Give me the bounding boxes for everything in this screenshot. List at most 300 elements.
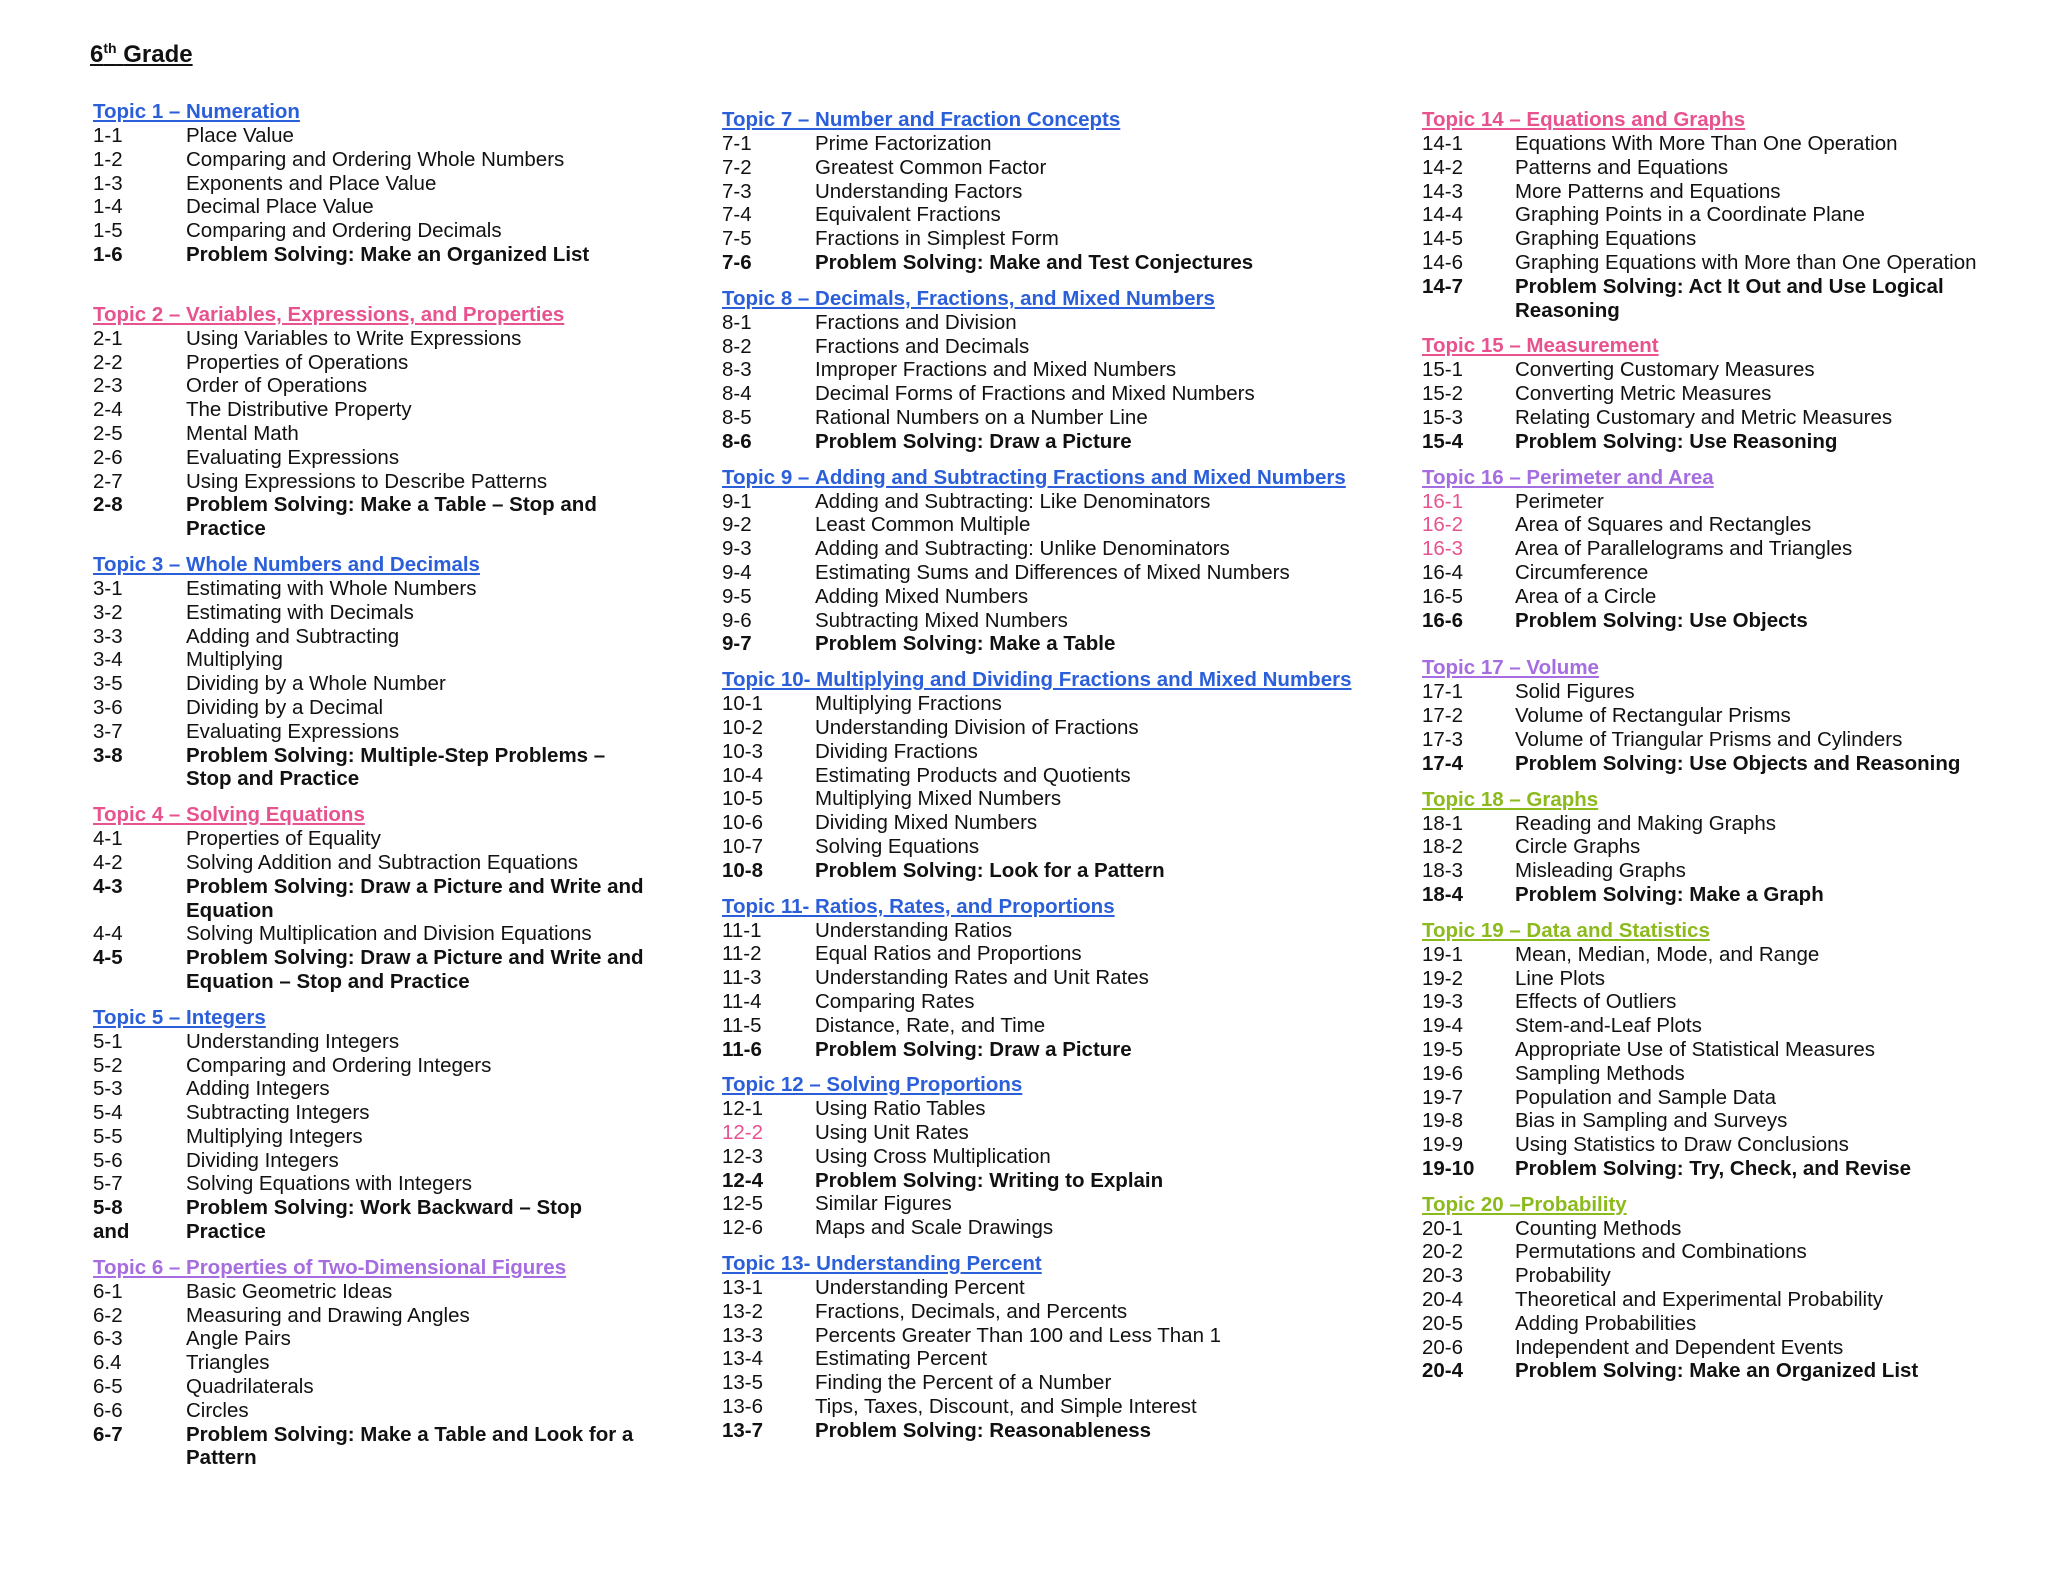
- lesson-number: 6-7: [93, 1422, 123, 1446]
- topic-heading[interactable]: [722, 466, 1382, 490]
- lesson-number: 13-7: [722, 1418, 764, 1442]
- lesson-title: Problem Solving: Act It Out and Use Logical Reasoning: [1515, 274, 1944, 322]
- lesson-number: 16-3: [1422, 537, 1464, 561]
- lesson-title: Circles: [186, 1398, 249, 1422]
- topic-heading-text: Topic 11- Ratios, Rates, and Proportions: [722, 894, 1115, 918]
- lesson-number: 10-5: [722, 787, 764, 811]
- lesson-number: 4-4: [93, 922, 123, 946]
- lesson-row: [722, 1121, 1382, 1145]
- lesson-row: [93, 195, 653, 219]
- lesson-title: Using Statistics to Draw Conclusions: [1515, 1133, 1849, 1157]
- lesson-title: Understanding Factors: [815, 179, 1023, 203]
- lesson-number: 5-1: [93, 1029, 123, 1053]
- lesson-row: [93, 1220, 653, 1244]
- lesson-row: [722, 1300, 1382, 1324]
- lesson-title: Decimal Forms of Fractions and Mixed Numbers: [815, 382, 1255, 406]
- lesson-row: [1422, 1062, 2022, 1086]
- lesson-row: [93, 922, 653, 946]
- lesson-title: Circle Graphs: [1515, 835, 1641, 859]
- lesson-number: 13-1: [722, 1276, 764, 1300]
- lesson-number: 19-2: [1422, 966, 1464, 990]
- lesson-row: [93, 374, 653, 398]
- topic-heading[interactable]: [1422, 1193, 2022, 1217]
- lesson-number: 11-3: [722, 966, 762, 990]
- lesson-title: Understanding Ratios: [815, 918, 1013, 942]
- lesson-row: [1422, 990, 2022, 1014]
- lesson-row: [93, 1399, 653, 1423]
- lesson-row: [722, 406, 1382, 430]
- topic-heading[interactable]: [722, 287, 1382, 311]
- lesson-row: [722, 1038, 1382, 1062]
- lesson-number: 18-2: [1422, 835, 1464, 859]
- topic-heading-text: Topic 16 – Perimeter and Area: [1422, 465, 1714, 489]
- lesson-number: 5-7: [93, 1172, 123, 1196]
- lesson-row: [1422, 1038, 2022, 1062]
- lesson-title: Fractions and Decimals: [815, 334, 1030, 358]
- topic-heading[interactable]: [93, 553, 653, 577]
- topic-heading[interactable]: [93, 1256, 653, 1280]
- lesson-row: [722, 430, 1382, 454]
- lesson-row: [1422, 1217, 2022, 1241]
- lesson-number: 12-4: [722, 1168, 764, 1192]
- lesson-row: [93, 1351, 653, 1375]
- lesson-title: Problem Solving: Use Objects and Reasoning: [1515, 751, 1961, 775]
- lesson-row: [1422, 1336, 2022, 1360]
- lesson-number: 11-5: [722, 1013, 762, 1037]
- lesson-number: 17-1: [1422, 680, 1464, 704]
- lesson-number: 1-3: [93, 171, 123, 195]
- lesson-number: 16-5: [1422, 584, 1464, 608]
- topic-heading-text: Topic 19 – Data and Statistics: [1422, 918, 1710, 942]
- lesson-number: 18-3: [1422, 859, 1464, 883]
- lesson-title: Practice: [186, 1220, 266, 1244]
- lesson-number: 3-3: [93, 624, 123, 648]
- lesson-row: [93, 1423, 653, 1471]
- lesson-row: [722, 311, 1382, 335]
- lesson-row: [1422, 680, 2022, 704]
- lesson-number: 14-5: [1422, 227, 1464, 251]
- lesson-row: [722, 513, 1382, 537]
- topic-section: [93, 1006, 653, 1244]
- topic-section: [93, 553, 653, 791]
- lesson-number: 7-3: [722, 179, 752, 203]
- lesson-number: 3-1: [93, 576, 123, 600]
- lesson-title: Greatest Common Factor: [815, 155, 1047, 179]
- lesson-title: Using Expressions to Describe Patterns: [186, 469, 548, 493]
- lesson-row: [1422, 406, 2022, 430]
- topic-heading[interactable]: [1422, 108, 2022, 132]
- lesson-row: [93, 1375, 653, 1399]
- topic-heading[interactable]: [1422, 656, 2022, 680]
- lesson-title: Volume of Rectangular Prisms: [1515, 704, 1791, 728]
- lesson-title: Order of Operations: [186, 374, 368, 398]
- lesson-number: 2-7: [93, 469, 123, 493]
- lesson-row: [1422, 835, 2022, 859]
- lesson-title: Triangles: [186, 1351, 270, 1375]
- lesson-row: [722, 1145, 1382, 1169]
- lesson-title: Reading and Making Graphs: [1515, 811, 1776, 835]
- lesson-number: 20-2: [1422, 1240, 1464, 1264]
- lesson-row: [1422, 358, 2022, 382]
- lesson-number: 8-1: [722, 310, 752, 334]
- lesson-number: 19-8: [1422, 1109, 1464, 1133]
- lesson-number: 8-3: [722, 358, 752, 382]
- lesson-title: Finding the Percent of a Number: [815, 1371, 1112, 1395]
- lesson-title: Problem Solving: Make an Organized List: [1515, 1359, 1919, 1383]
- topic-heading-text: Topic 6 – Properties of Two-Dimensional Figures: [93, 1255, 567, 1279]
- lesson-row: [1422, 537, 2022, 561]
- lesson-row: [93, 1172, 653, 1196]
- lesson-title: Problem Solving: Use Objects: [1515, 608, 1808, 632]
- lesson-number: 17-3: [1422, 727, 1464, 751]
- lesson-title: Adding Mixed Numbers: [815, 584, 1029, 608]
- lesson-title: Solving Equations: [815, 834, 980, 858]
- lesson-number: 2-4: [93, 398, 123, 422]
- topic-section: [1422, 1193, 2022, 1384]
- lesson-row: [93, 493, 653, 541]
- lesson-title: Circumference: [1515, 560, 1649, 584]
- lesson-title: Graphing Points in a Coordinate Plane: [1515, 203, 1865, 227]
- lesson-title: Adding and Subtracting: Unlike Denominators: [815, 537, 1230, 561]
- lesson-number: 5-4: [93, 1101, 123, 1125]
- lesson-number: 13-3: [722, 1323, 764, 1347]
- lesson-number: 14-6: [1422, 250, 1464, 274]
- lesson-number: 9-1: [722, 489, 752, 513]
- lesson-row: [722, 1395, 1382, 1419]
- lesson-row: [93, 1280, 653, 1304]
- topic-section: [1422, 788, 2022, 907]
- topic-heading-text: Topic 3 – Whole Numbers and Decimals: [93, 552, 480, 576]
- column-1: [93, 100, 653, 1482]
- lesson-number: 16-1: [1422, 489, 1464, 513]
- lesson-title: Dividing Mixed Numbers: [815, 811, 1038, 835]
- lesson-number: 13-4: [722, 1347, 764, 1371]
- topic-heading[interactable]: [1422, 788, 2022, 812]
- lesson-row: [722, 632, 1382, 656]
- lesson-row: [1422, 156, 2022, 180]
- topic-heading-text: Topic 17 – Volume: [1422, 656, 1599, 680]
- lesson-title: Equal Ratios and Proportions: [815, 942, 1082, 966]
- lesson-title: Dividing Fractions: [815, 739, 978, 763]
- lesson-number: 4-5: [93, 946, 123, 970]
- lesson-title: Problem Solving: Make and Test Conjectures: [815, 250, 1254, 274]
- topic-section: [722, 1073, 1382, 1240]
- lesson-title: Problem Solving: Writing to Explain: [815, 1168, 1164, 1192]
- topic-heading[interactable]: [1422, 466, 2022, 490]
- topic-heading[interactable]: [1422, 919, 2022, 943]
- lesson-number: 19-7: [1422, 1085, 1464, 1109]
- lesson-title: Evaluating Expressions: [186, 719, 400, 743]
- lesson-title: Rational Numbers on a Number Line: [815, 405, 1148, 429]
- lesson-row: [93, 219, 653, 243]
- lesson-number: and: [93, 1220, 130, 1244]
- lesson-number: 3-4: [93, 648, 123, 672]
- lesson-row: [93, 601, 653, 625]
- lesson-row: [722, 335, 1382, 359]
- lesson-row: [1422, 513, 2022, 537]
- lesson-title: Permutations and Combinations: [1515, 1240, 1807, 1264]
- lesson-row: [722, 585, 1382, 609]
- topic-section: [1422, 466, 2022, 633]
- topic-heading[interactable]: [722, 668, 1382, 692]
- lesson-row: [722, 358, 1382, 382]
- lesson-number: 11-4: [722, 989, 762, 1013]
- lesson-number: 14-1: [1422, 132, 1464, 155]
- lesson-number: 16-4: [1422, 560, 1464, 584]
- topic-heading[interactable]: [722, 1073, 1382, 1097]
- lesson-row: [93, 946, 653, 994]
- lesson-title: Problem Solving: Multiple-Step Problems – Stop and Practice: [186, 743, 606, 791]
- topic-section: [93, 303, 653, 541]
- lesson-title: Adding Probabilities: [1515, 1311, 1697, 1335]
- lesson-row: [93, 422, 653, 446]
- lesson-row: [1422, 728, 2022, 752]
- lesson-row: [1422, 883, 2022, 907]
- lesson-title: Properties of Operations: [186, 350, 409, 374]
- lesson-title: Probability: [1515, 1264, 1611, 1288]
- lesson-title: Sampling Methods: [1515, 1061, 1685, 1085]
- grade-word: Grade: [123, 41, 193, 68]
- lesson-row: [1422, 812, 2022, 836]
- lesson-row: [93, 577, 653, 601]
- lesson-row: [1422, 275, 2022, 323]
- topic-heading[interactable]: [93, 1006, 653, 1030]
- topic-heading[interactable]: [722, 1252, 1382, 1276]
- topic-section: [1422, 334, 2022, 453]
- lesson-title: Mental Math: [186, 421, 299, 445]
- lesson-row: [722, 180, 1382, 204]
- lesson-row: [722, 990, 1382, 1014]
- lesson-title: Measuring and Drawing Angles: [186, 1303, 470, 1327]
- lesson-title: Problem Solving: Make a Table – Stop and Practice: [186, 493, 597, 541]
- lesson-number: 20-4: [1422, 1288, 1464, 1312]
- lesson-title: Problem Solving: Make an Organized List: [186, 242, 590, 266]
- lesson-number: 8-6: [722, 429, 752, 453]
- lesson-number: 9-2: [722, 513, 752, 537]
- topic-heading-prefix: Topic 9 –: [722, 465, 816, 489]
- lesson-number: 12-3: [722, 1144, 764, 1168]
- lesson-title: Dividing Integers: [186, 1148, 339, 1172]
- lesson-number: 6-1: [93, 1279, 123, 1303]
- lesson-row: [1422, 585, 2022, 609]
- topic-heading-rest: Adding and Subtracting Fractions and Mixed Numbers: [815, 465, 1346, 489]
- lesson-row: [1422, 967, 2022, 991]
- topic-heading[interactable]: [722, 895, 1382, 919]
- lesson-row: [1422, 227, 2022, 251]
- lesson-row: [1422, 1086, 2022, 1110]
- lesson-row: [93, 1149, 653, 1173]
- lesson-title: Problem Solving: Draw a Picture and Write and Equation: [186, 874, 644, 922]
- lesson-number: 10-6: [722, 811, 764, 835]
- topic-section: [93, 100, 653, 267]
- lesson-number: 13-2: [722, 1299, 764, 1323]
- lesson-number: 7-4: [722, 203, 752, 227]
- topic-section: [722, 287, 1382, 454]
- lesson-number: 10-7: [722, 834, 764, 858]
- topic-heading[interactable]: [93, 803, 653, 827]
- lesson-title: Area of a Circle: [1515, 584, 1657, 608]
- lesson-row: [93, 648, 653, 672]
- lesson-number: 10-8: [722, 858, 764, 882]
- lesson-title: Decimal Place Value: [186, 195, 374, 219]
- topic-heading[interactable]: [93, 100, 653, 124]
- lesson-title: Problem Solving: Try, Check, and Revise: [1515, 1156, 1912, 1180]
- lesson-row: [722, 1419, 1382, 1443]
- topic-section: [93, 803, 653, 994]
- lesson-row: [93, 1304, 653, 1328]
- lesson-row: [722, 1371, 1382, 1395]
- lesson-title: Distance, Rate, and Time: [815, 1013, 1046, 1037]
- lesson-title: Problem Solving: Make a Table and Look for a Pattern: [186, 1422, 634, 1470]
- lesson-title: Estimating Products and Quotients: [815, 763, 1131, 787]
- lesson-title: Estimating Percent: [815, 1347, 988, 1371]
- topic-heading[interactable]: [93, 303, 653, 327]
- lesson-title: Solving Addition and Subtraction Equations: [186, 850, 579, 874]
- lesson-number: 3-5: [93, 672, 123, 696]
- lesson-row: [93, 625, 653, 649]
- lesson-row: [722, 966, 1382, 990]
- lesson-title: Tips, Taxes, Discount, and Simple Interest: [815, 1395, 1197, 1419]
- lesson-row: [722, 1324, 1382, 1348]
- lesson-title: Solving Equations with Integers: [186, 1172, 473, 1196]
- lesson-number: 20-1: [1422, 1216, 1464, 1240]
- lesson-number: 10-2: [722, 715, 764, 739]
- topic-section: [93, 1256, 653, 1470]
- topic-section: [722, 895, 1382, 1062]
- topic-section: [722, 466, 1382, 657]
- lesson-title: Multiplying Integers: [186, 1124, 363, 1148]
- lesson-number: 6.4: [93, 1351, 122, 1375]
- lesson-number: 18-4: [1422, 882, 1464, 906]
- lesson-row: [722, 561, 1382, 585]
- topic-heading-text: Topic 4 – Solving Equations: [93, 803, 365, 827]
- lesson-number: 19-3: [1422, 990, 1464, 1014]
- lesson-title: Misleading Graphs: [1515, 859, 1686, 883]
- lesson-title: Bias in Sampling and Surveys: [1515, 1109, 1788, 1133]
- lesson-row: [93, 470, 653, 494]
- topic-section: [1422, 919, 2022, 1181]
- lesson-title: Comparing and Ordering Decimals: [186, 219, 502, 243]
- lesson-title: Perimeter: [1515, 489, 1604, 513]
- topic-section: [722, 1252, 1382, 1443]
- lesson-row: [722, 1014, 1382, 1038]
- lesson-row: [722, 692, 1382, 716]
- lesson-number: 13-5: [722, 1371, 764, 1395]
- lesson-number: 6-3: [93, 1327, 123, 1351]
- lesson-number: 6-2: [93, 1303, 123, 1327]
- lesson-number: 20-5: [1422, 1311, 1464, 1335]
- lesson-number: 15-2: [1422, 382, 1464, 406]
- lesson-title: Least Common Multiple: [815, 513, 1031, 537]
- lesson-title: Fractions in Simplest Form: [815, 227, 1059, 251]
- lesson-number: 11-1: [722, 918, 762, 942]
- lesson-number: 19-5: [1422, 1037, 1464, 1061]
- lesson-title: Patterns and Equations: [1515, 155, 1729, 179]
- lesson-row: [722, 1097, 1382, 1121]
- lesson-title: Place Value: [186, 124, 294, 147]
- lesson-row: [93, 124, 653, 148]
- topic-heading[interactable]: [1422, 334, 2022, 358]
- lesson-number: 7-6: [722, 250, 752, 274]
- lesson-title: Fractions, Decimals, and Percents: [815, 1299, 1128, 1323]
- lesson-row: [93, 1054, 653, 1078]
- lesson-number: 19-10: [1422, 1156, 1475, 1180]
- lesson-row: [1422, 1109, 2022, 1133]
- lesson-title: Problem Solving: Make a Graph: [1515, 882, 1824, 906]
- lesson-title: Volume of Triangular Prisms and Cylinders: [1515, 727, 1903, 751]
- lesson-number: 10-3: [722, 739, 764, 763]
- topic-heading-text: Topic 20 –Probability: [1422, 1192, 1627, 1216]
- lesson-row: [722, 811, 1382, 835]
- lesson-title: Adding Integers: [186, 1077, 330, 1101]
- lesson-row: [722, 156, 1382, 180]
- lesson-row: [722, 1347, 1382, 1371]
- lesson-row: [93, 1196, 653, 1220]
- lesson-row: [93, 172, 653, 196]
- lesson-row: [722, 251, 1382, 275]
- lesson-row: [93, 851, 653, 875]
- lesson-number: 9-6: [722, 608, 752, 632]
- lesson-title: Converting Metric Measures: [1515, 382, 1772, 406]
- lesson-title: Quadrilaterals: [186, 1375, 314, 1399]
- lesson-title: Subtracting Integers: [186, 1101, 370, 1125]
- lesson-title: Maps and Scale Drawings: [815, 1216, 1054, 1240]
- lesson-number: 2-6: [93, 445, 123, 469]
- lesson-number: 9-3: [722, 537, 752, 561]
- lesson-title: Counting Methods: [1515, 1216, 1682, 1240]
- lesson-number: 17-2: [1422, 704, 1464, 728]
- lesson-row: [93, 351, 653, 375]
- lesson-number: 13-6: [722, 1395, 764, 1419]
- lesson-row: [1422, 943, 2022, 967]
- lesson-title: Population and Sample Data: [1515, 1085, 1776, 1109]
- topic-heading[interactable]: [722, 108, 1382, 132]
- lesson-row: [93, 744, 653, 792]
- lesson-number: 16-6: [1422, 608, 1464, 632]
- lesson-title: Dividing by a Decimal: [186, 695, 384, 719]
- lesson-row: [722, 609, 1382, 633]
- grade-suffix: th: [103, 40, 117, 56]
- lesson-row: [722, 537, 1382, 561]
- lesson-number: 15-3: [1422, 405, 1464, 429]
- lesson-title: Evaluating Expressions: [186, 445, 400, 469]
- lesson-number: 1-2: [93, 147, 123, 171]
- lesson-row: [1422, 1133, 2022, 1157]
- lesson-number: 6-6: [93, 1398, 123, 1422]
- topic-section: [1422, 108, 2022, 322]
- lesson-number: 4-3: [93, 874, 123, 898]
- lesson-number: 9-7: [722, 632, 752, 656]
- lesson-row: [1422, 251, 2022, 275]
- lesson-number: 11-2: [722, 942, 762, 966]
- lesson-title: Effects of Outliers: [1515, 990, 1677, 1014]
- lesson-title: Using Variables to Write Expressions: [186, 326, 522, 350]
- topic-section: [1422, 656, 2022, 775]
- lesson-row: [722, 835, 1382, 859]
- lesson-number: 2-8: [93, 493, 123, 517]
- lesson-title: Estimating with Whole Numbers: [186, 576, 477, 600]
- lesson-row: [93, 827, 653, 851]
- lesson-title: Equations With More Than One Operation: [1515, 132, 1898, 155]
- lesson-number: 8-4: [722, 382, 752, 406]
- lesson-row: [1422, 203, 2022, 227]
- lesson-title: Area of Parallelograms and Triangles: [1515, 537, 1853, 561]
- topic-heading-text: Topic 5 – Integers: [93, 1005, 266, 1029]
- lesson-row: [93, 398, 653, 422]
- lesson-number: 1-5: [93, 219, 123, 243]
- lesson-title: Comparing and Ordering Integers: [186, 1053, 492, 1077]
- lesson-number: 20-6: [1422, 1335, 1464, 1359]
